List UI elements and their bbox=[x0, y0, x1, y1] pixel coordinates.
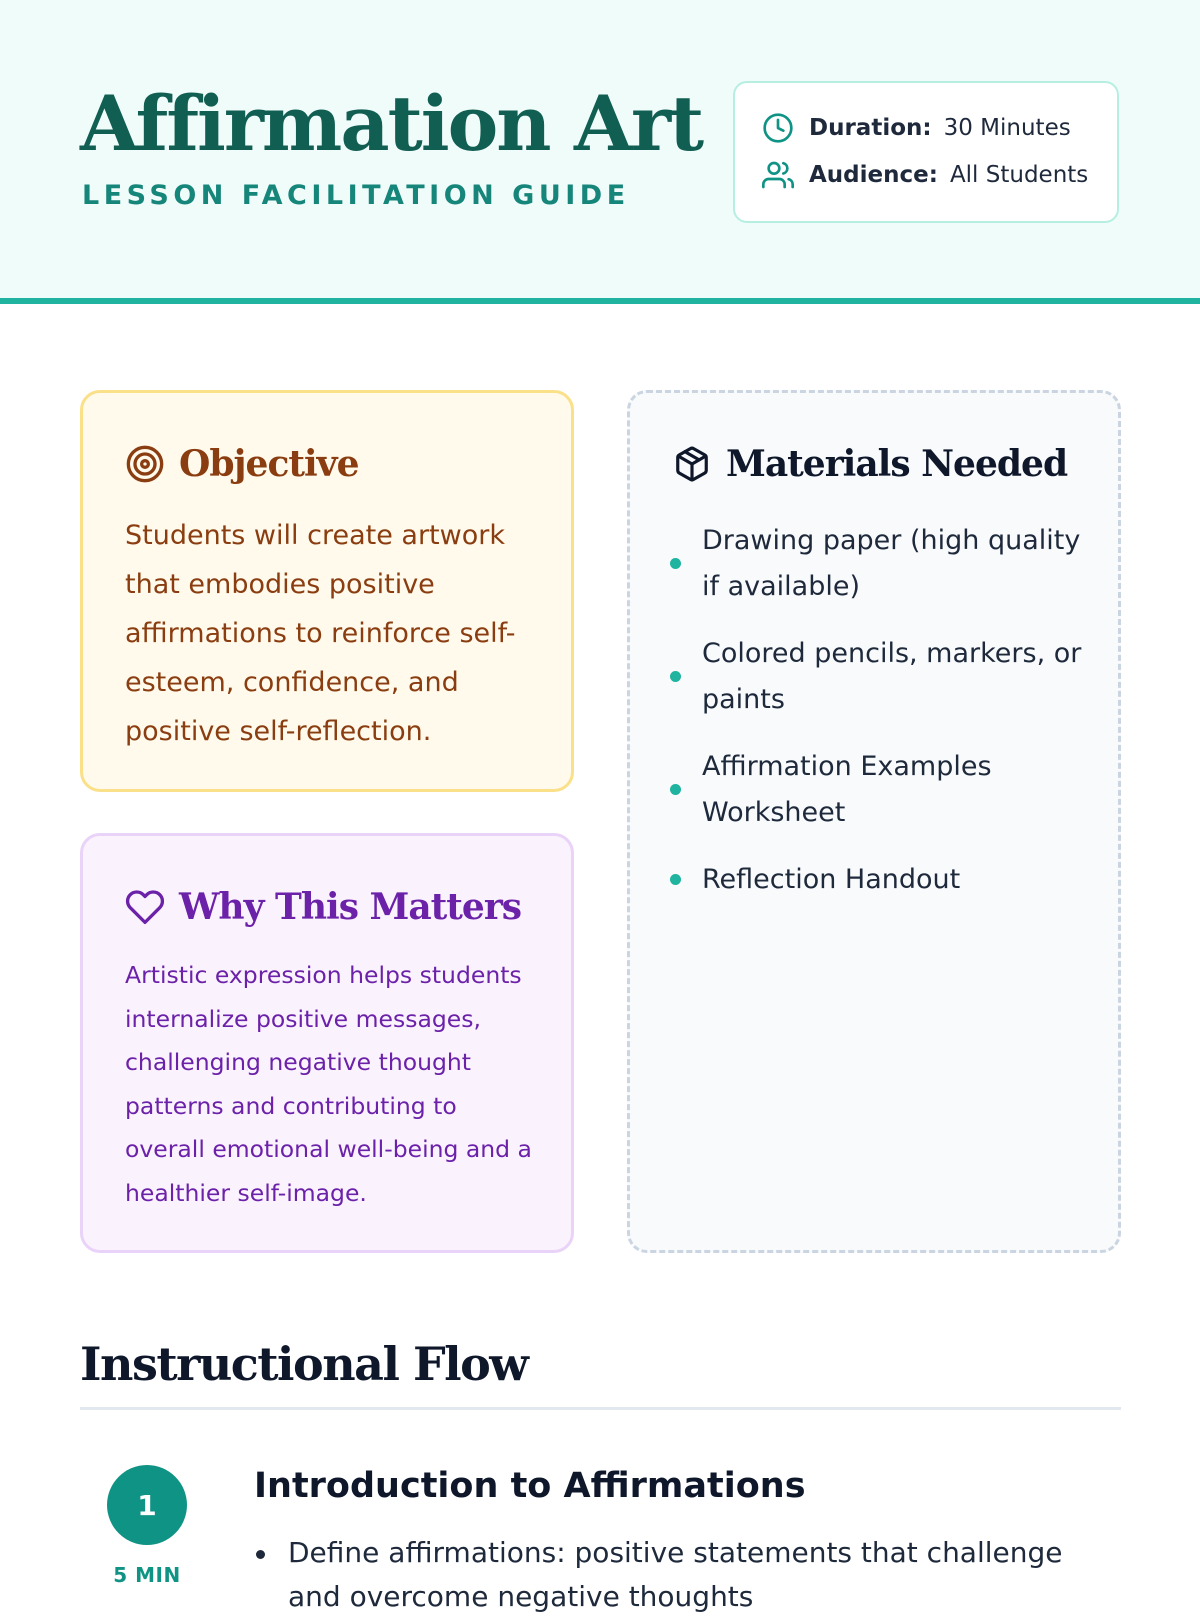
list-item: Colored pencils, markers, or paints bbox=[670, 631, 1090, 723]
lesson-meta-card bbox=[733, 81, 1119, 223]
duration-label: Duration: bbox=[809, 115, 932, 141]
why-header bbox=[125, 886, 521, 928]
objective-text: Students will create artwork that embodies positive affirmations to reinforce self-esteem, confidence, and positive self-reflection. bbox=[125, 520, 516, 747]
materials-list bbox=[670, 518, 1090, 924]
why-card bbox=[80, 833, 574, 1253]
lesson-header bbox=[0, 0, 1200, 304]
clock-icon bbox=[761, 111, 795, 145]
step-number-badge: 1 bbox=[107, 1465, 187, 1545]
heart-icon bbox=[125, 887, 165, 927]
step-bullets bbox=[254, 1531, 1114, 1619]
step-duration: 5 MIN bbox=[113, 1563, 181, 1587]
list-item: Define affirmations: positive statements that challenge and overcome negative thoughts bbox=[254, 1531, 1114, 1619]
materials-card bbox=[627, 390, 1121, 1253]
target-icon bbox=[125, 444, 165, 484]
materials-header bbox=[672, 443, 1067, 485]
objective-header bbox=[125, 443, 359, 485]
audience-value: All Students bbox=[949, 162, 1089, 188]
materials-heading: Materials Needed bbox=[726, 443, 1068, 485]
audience-row bbox=[761, 160, 1088, 190]
box-icon bbox=[672, 444, 712, 484]
section-divider bbox=[80, 1407, 1121, 1410]
users-icon bbox=[761, 158, 795, 192]
section-heading: Instructional Flow bbox=[80, 1337, 528, 1391]
list-item: Drawing paper (high quality if available) bbox=[670, 518, 1090, 610]
objective-heading: Objective bbox=[179, 443, 359, 485]
duration-value: 30 Minutes bbox=[943, 115, 1071, 141]
page-title: Affirmation Art bbox=[80, 79, 703, 168]
duration-row bbox=[761, 113, 1071, 143]
list-item: Reflection Handout bbox=[670, 857, 1090, 903]
why-heading: Why This Matters bbox=[179, 886, 522, 928]
why-text: Artistic expression helps students internalize positive messages, challenging negative thought patterns and contributing to overall emotional well-being and a healthier self-image. bbox=[125, 961, 532, 1207]
page-subtitle: LESSON FACILITATION GUIDE bbox=[82, 180, 630, 211]
audience-label: Audience: bbox=[809, 162, 938, 188]
step-title: Introduction to Affirmations bbox=[254, 1466, 806, 1506]
list-item: Affirmation Examples Worksheet bbox=[670, 744, 1090, 836]
objective-card bbox=[80, 390, 574, 792]
